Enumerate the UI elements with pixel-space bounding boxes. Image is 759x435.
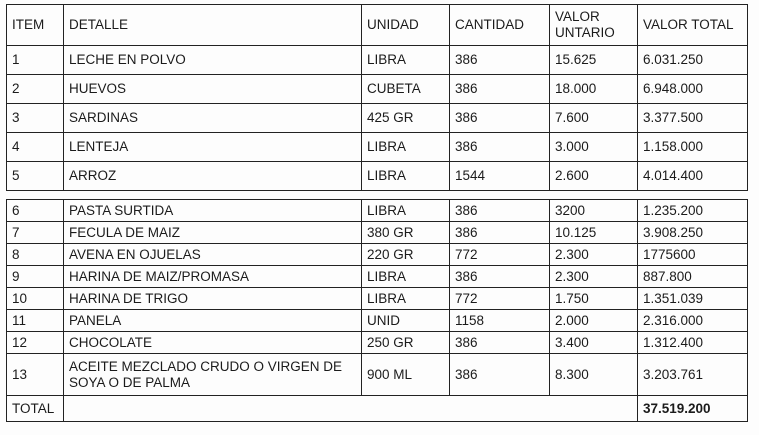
cell-valor-total: 4.014.400 [638, 162, 748, 191]
cell-valor-unitario: 2.600 [550, 162, 638, 191]
cell-unidad: LIBRA [362, 162, 450, 191]
cell-valor-unitario: 3200 [550, 200, 638, 222]
cell-valor-unitario: 10.125 [550, 222, 638, 244]
header-valor-total: VALOR TOTAL [638, 5, 748, 46]
cell-valor-total: 1.158.000 [638, 133, 748, 162]
cell-detalle: FECULA DE MAIZ [64, 222, 362, 244]
cell-valor-unitario: 1.750 [550, 288, 638, 310]
table-row [7, 288, 748, 310]
cell-item: 7 [7, 222, 64, 244]
cell-cantidad: 386 [450, 46, 550, 75]
cell-cantidad: 1544 [450, 162, 550, 191]
cell-item: 6 [7, 200, 64, 222]
cell-cantidad: 386 [450, 104, 550, 133]
cell-valor-total: 887.800 [638, 266, 748, 288]
cell-valor-unitario: 2.300 [550, 244, 638, 266]
cell-valor-unitario: 8.300 [550, 354, 638, 396]
cell-detalle: LENTEJA [64, 133, 362, 162]
cell-cantidad: 386 [450, 200, 550, 222]
cell-valor-total: 3.377.500 [638, 104, 748, 133]
cell-cantidad: 772 [450, 244, 550, 266]
cell-unidad: LIBRA [362, 200, 450, 222]
cell-valor-unitario: 3.000 [550, 133, 638, 162]
cell-detalle: ARROZ [64, 162, 362, 191]
cell-unidad: LIBRA [362, 266, 450, 288]
cell-unidad: LIBRA [362, 46, 450, 75]
cell-unidad: 380 GR [362, 222, 450, 244]
total-label: TOTAL [7, 396, 64, 422]
cell-valor-total: 1.235.200 [638, 200, 748, 222]
cell-valor-total: 2.316.000 [638, 310, 748, 332]
cell-valor-total: 1.351.039 [638, 288, 748, 310]
cell-valor-unitario: 18.000 [550, 75, 638, 104]
header-unidad: UNIDAD [362, 5, 450, 46]
items-table-bottom [6, 199, 748, 422]
cell-cantidad: 386 [450, 354, 550, 396]
cell-detalle: SARDINAS [64, 104, 362, 133]
table-row [7, 310, 748, 332]
table-row [7, 332, 748, 354]
cell-item: 3 [7, 104, 64, 133]
cell-cantidad: 1158 [450, 310, 550, 332]
cell-valor-total: 3.203.761 [638, 354, 748, 396]
table-row [7, 133, 748, 162]
cell-detalle: ACEITE MEZCLADO CRUDO O VIRGEN DE SOYA O DE PALMA [64, 354, 362, 396]
cell-unidad: 250 GR [362, 332, 450, 354]
total-spacer [64, 396, 638, 422]
cell-detalle: AVENA EN OJUELAS [64, 244, 362, 266]
cell-item: 10 [7, 288, 64, 310]
cell-valor-unitario: 2.000 [550, 310, 638, 332]
cell-unidad: 900 ML [362, 354, 450, 396]
cell-valor-unitario: 15.625 [550, 46, 638, 75]
table-row [7, 104, 748, 133]
header-cantidad: CANTIDAD [450, 5, 550, 46]
cell-item: 4 [7, 133, 64, 162]
table-header-row [7, 5, 748, 46]
header-valor-unitario: VALOR UNTARIO [550, 5, 638, 46]
cell-valor-unitario: 2.300 [550, 266, 638, 288]
header-item: ITEM [7, 5, 64, 46]
cell-detalle: HUEVOS [64, 75, 362, 104]
cell-unidad: 220 GR [362, 244, 450, 266]
cell-item: 1 [7, 46, 64, 75]
cell-item: 5 [7, 162, 64, 191]
table-row [7, 266, 748, 288]
cell-valor-total: 6.948.000 [638, 75, 748, 104]
cell-detalle: HARINA DE TRIGO [64, 288, 362, 310]
cell-unidad: 425 GR [362, 104, 450, 133]
table-row [7, 354, 748, 396]
cell-cantidad: 386 [450, 75, 550, 104]
cell-valor-total: 6.031.250 [638, 46, 748, 75]
table-row [7, 162, 748, 191]
cell-unidad: CUBETA [362, 75, 450, 104]
cell-cantidad: 386 [450, 332, 550, 354]
total-value: 37.519.200 [638, 396, 748, 422]
table-row [7, 75, 748, 104]
cell-cantidad: 386 [450, 266, 550, 288]
cell-item: 9 [7, 266, 64, 288]
cell-item: 13 [7, 354, 64, 396]
header-detalle: DETALLE [64, 5, 362, 46]
cell-valor-total: 3.908.250 [638, 222, 748, 244]
cell-cantidad: 386 [450, 133, 550, 162]
cell-unidad: UNID [362, 310, 450, 332]
items-table-top [6, 4, 748, 191]
cell-detalle: HARINA DE MAIZ/PROMASA [64, 266, 362, 288]
cell-item: 11 [7, 310, 64, 332]
cell-unidad: LIBRA [362, 133, 450, 162]
cell-unidad: LIBRA [362, 288, 450, 310]
cell-detalle: CHOCOLATE [64, 332, 362, 354]
cell-valor-unitario: 7.600 [550, 104, 638, 133]
cell-detalle: LECHE EN POLVO [64, 46, 362, 75]
cell-valor-unitario: 3.400 [550, 332, 638, 354]
table-row [7, 244, 748, 266]
cell-item: 2 [7, 75, 64, 104]
cell-detalle: PASTA SURTIDA [64, 200, 362, 222]
total-row [7, 396, 748, 422]
cell-detalle: PANELA [64, 310, 362, 332]
cell-cantidad: 772 [450, 288, 550, 310]
cell-valor-total: 1.312.400 [638, 332, 748, 354]
cell-item: 12 [7, 332, 64, 354]
table-row [7, 46, 748, 75]
table-row [7, 222, 748, 244]
cell-cantidad: 386 [450, 222, 550, 244]
cell-valor-total: 1775600 [638, 244, 748, 266]
cell-item: 8 [7, 244, 64, 266]
table-row [7, 200, 748, 222]
